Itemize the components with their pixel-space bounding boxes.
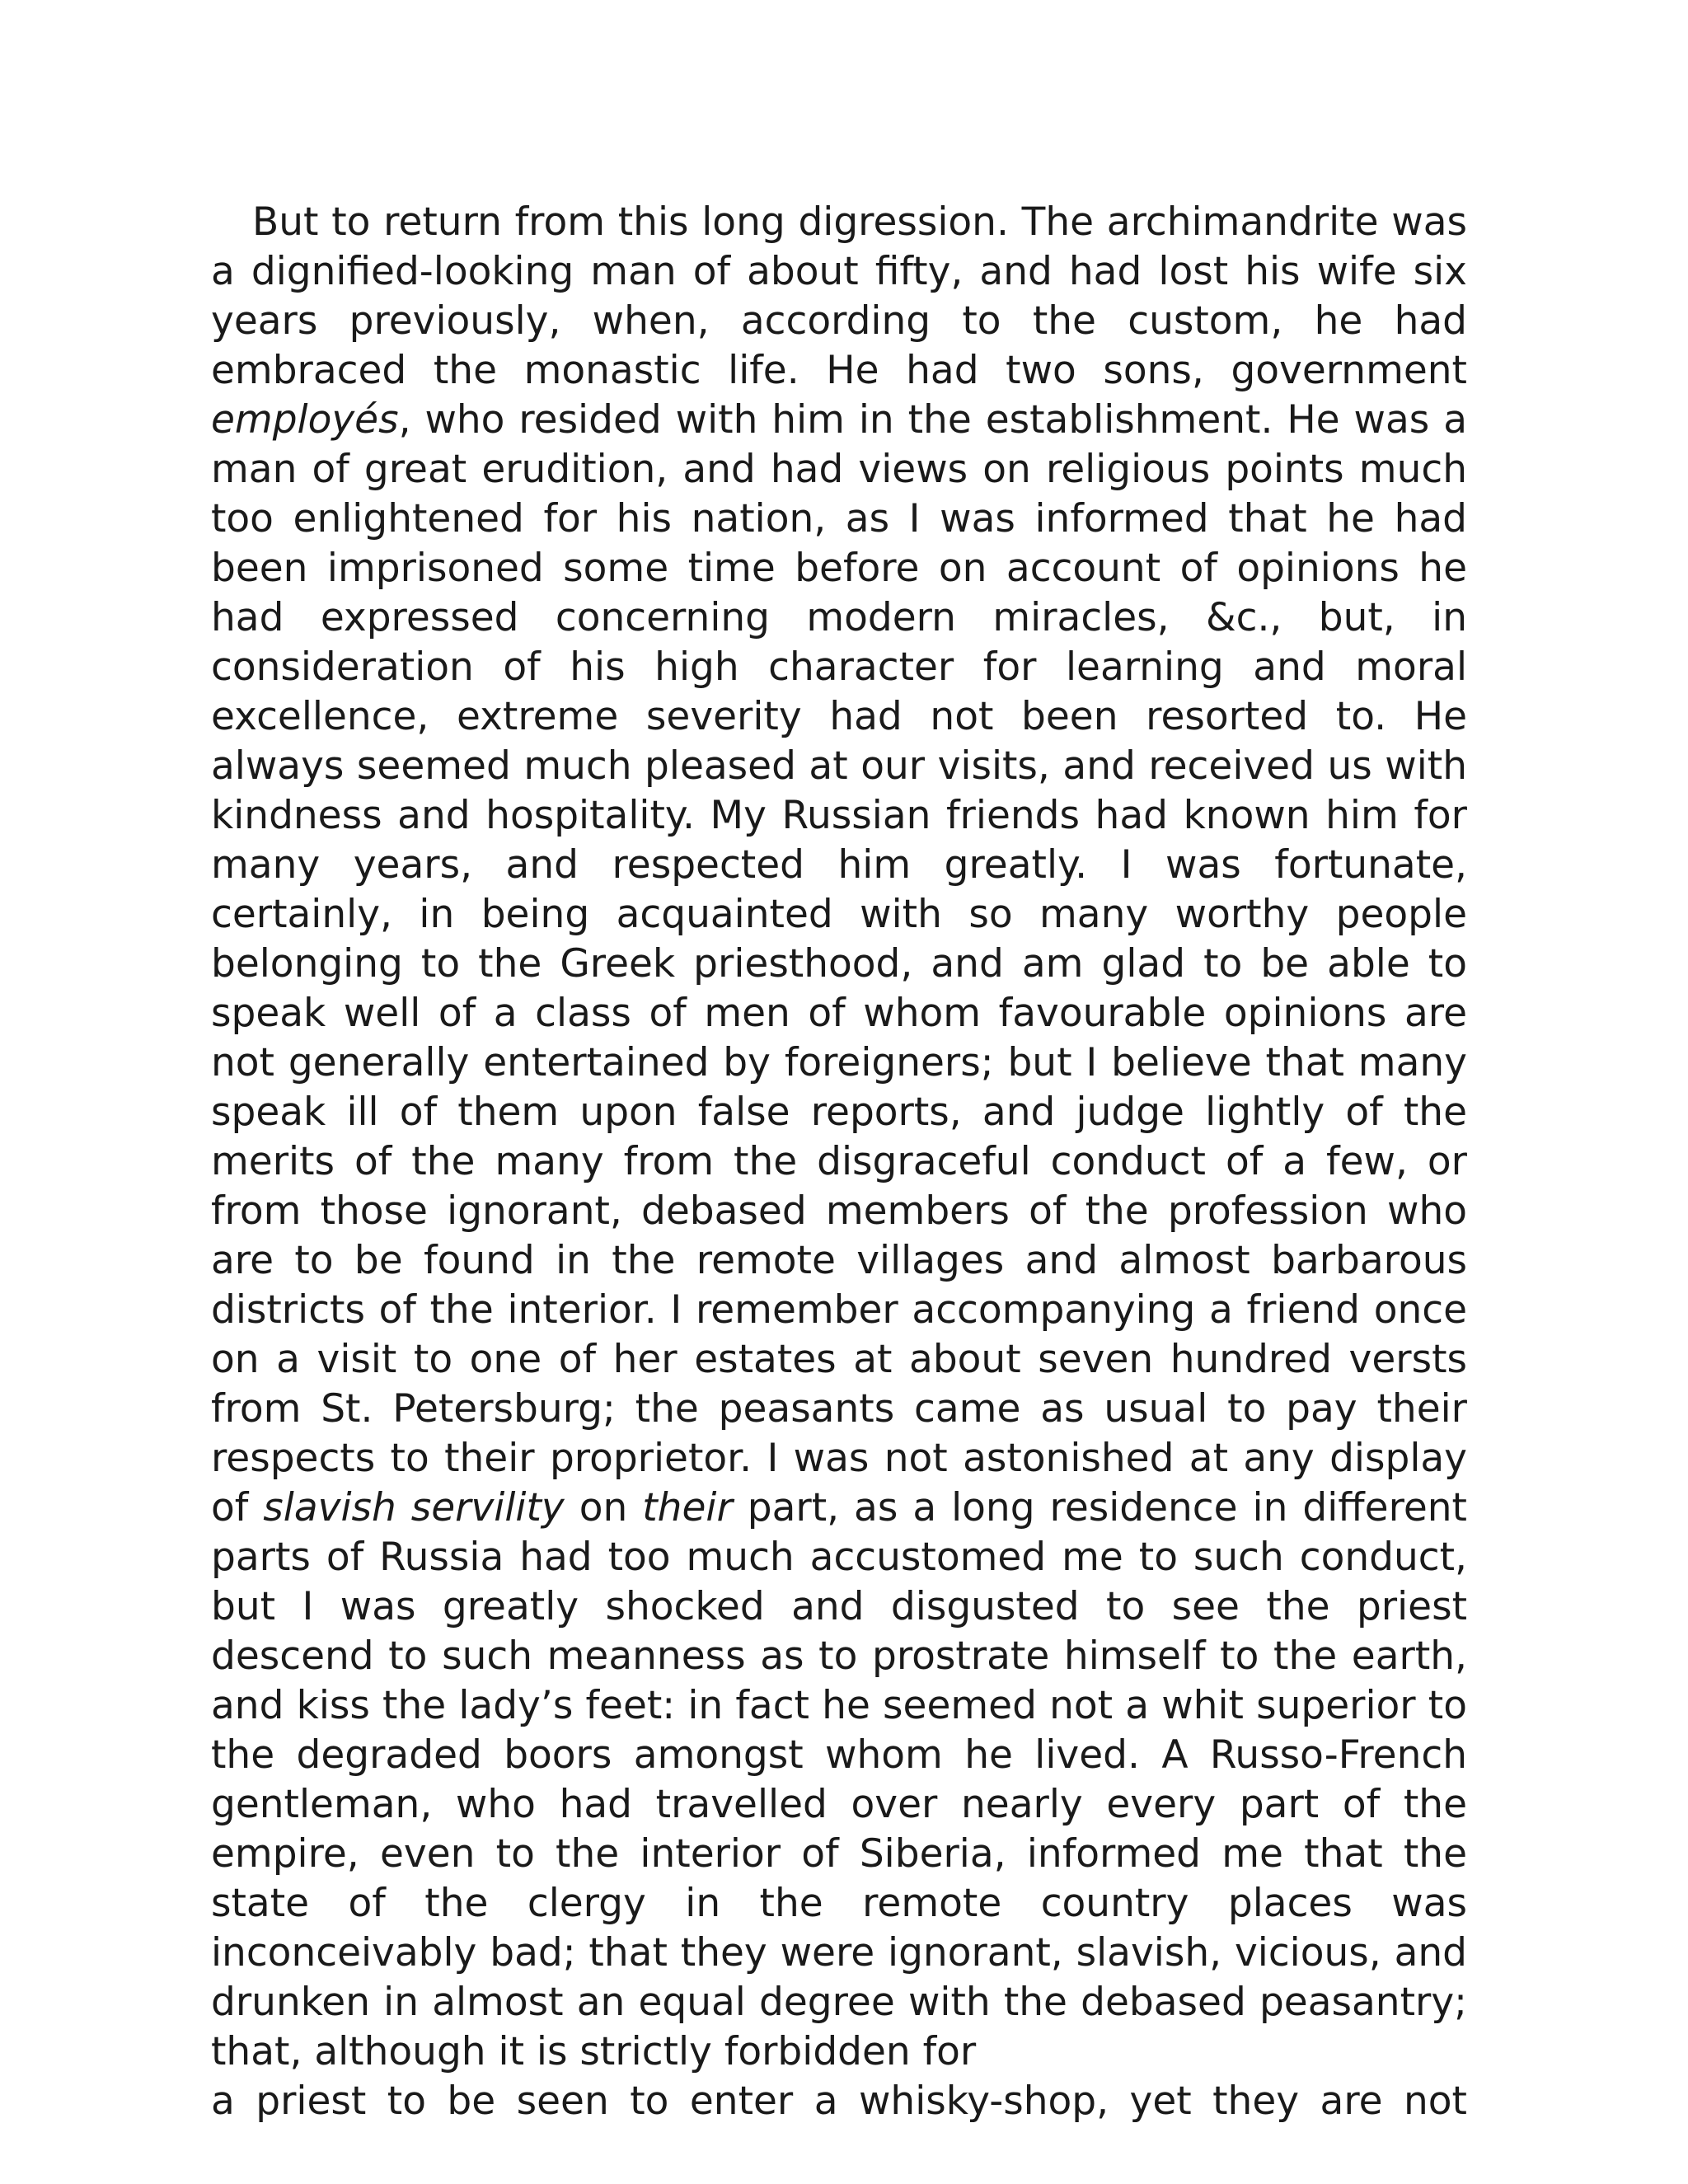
- text-run-2: , who resided with him in the establishment. He was a man of great erudition, and had views on religious points much too enlightened for his nation, as I was informed that he had been imprisoned some time before on account of opinions he had expressed concerning modern miracles, &c., but, in consideration of his high character for learning and moral excellence, extreme severity had not been resorted to. He always seemed much pleased at our visits, and received us with kindness and hospitality. My Russian friends had known him for many years, and respected him greatly. I was fortunate, certainly, in being acquainted with so many worthy people belonging to the Greek priesthood, and am glad to be able to speak well of a class of men of whom favourable opinions are not generally entertained by foreigners; but I believe that many speak ill of them upon false reports, and judge lightly of the merits of the many from the disgraceful conduct of a few, or from those ignorant, debased members of the profession who are to be found in the remote villages and almost barbarous districts of the interior. I remember accompanying a friend once on a visit to one of her estates at about seven hundred versts from St. Petersburg; the peasants came as usual to pay their respects to their proprietor. I was not astonished at any display of: [211, 397, 1467, 1530]
- italic-employes: employés: [211, 397, 399, 443]
- text-run-4: part, as a long residence in different parts of Russia had too much accustomed me to such conduct, but I was greatly shocked and disgusted to see the priest descend to such meanness as to prostrate himself to the earth, and kiss the lady’s feet: in fact he seemed not a whit superior to the degraded boors amongst whom he lived. A Russo-French gentleman, who had travelled over nearly every part of the empire, even to the interior of Siberia, informed me that the state of the clergy in the remote country places was inconceivably bad; that they were ignorant, slavish, vicious, and drunken in almost an equal degree with the debased peasantry; that, although it is strictly forbidden for: [211, 1485, 1467, 2074]
- italic-their: their: [642, 1485, 733, 1530]
- text-run-1: But to return from this long digression. The archimandrite was a dignified-looking man of about fifty, and had lost his wife six years previously, when, according to the custom, he had embraced the monastic life. He had two sons, government: [211, 199, 1467, 393]
- italic-slavish-servility: slavish servility: [263, 1485, 565, 1530]
- text-run-3: on: [564, 1485, 643, 1530]
- document-page: [211, 198, 1467, 2126]
- final-line: a priest to be seen to enter a whisky-shop, yet they are not: [211, 2079, 1467, 2124]
- body-paragraph: [211, 198, 1467, 2077]
